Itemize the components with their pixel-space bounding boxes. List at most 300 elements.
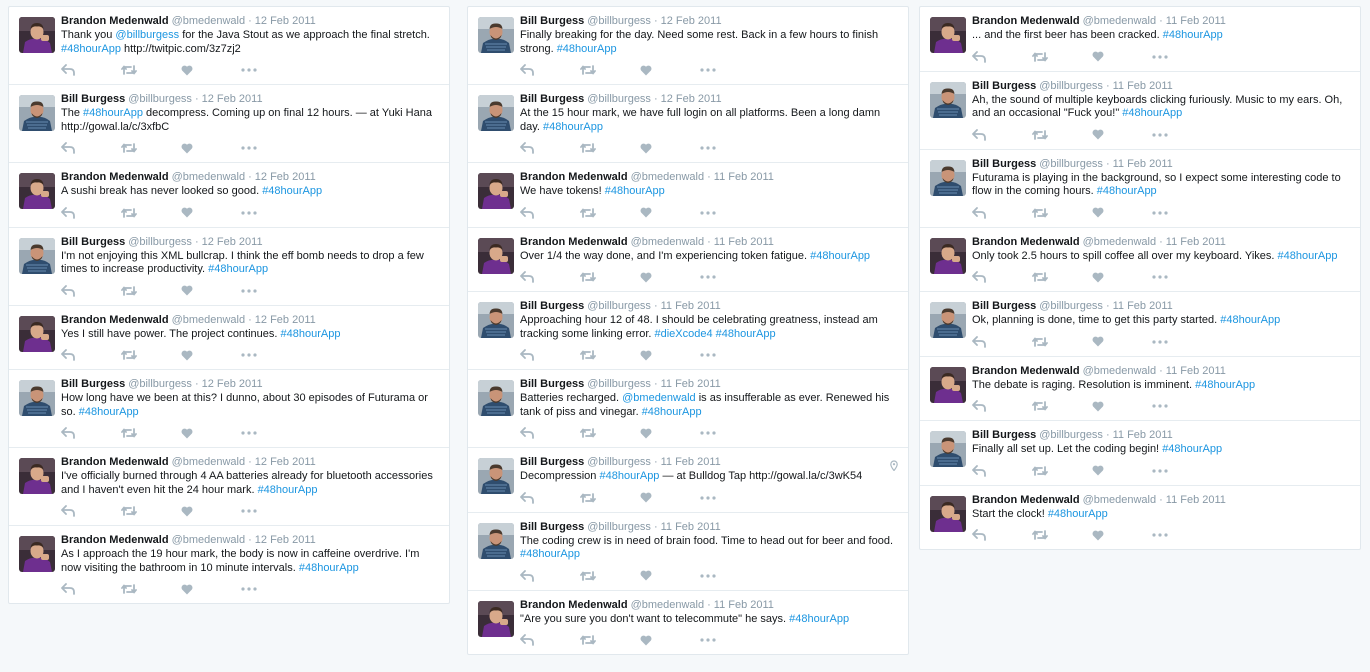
text-fragment: Futurama is playing in the background, so I expect some interesting code to flow in the coming hours. xyxy=(972,171,1341,197)
author-handle[interactable]: @billburgess xyxy=(128,378,192,390)
hashtag-link[interactable]: #48hourApp xyxy=(262,185,323,197)
avatar[interactable] xyxy=(19,95,55,131)
tweet[interactable] xyxy=(468,370,908,448)
author-name[interactable]: Bill Burgess xyxy=(972,157,1037,170)
like-button[interactable] xyxy=(640,632,700,648)
author-name[interactable]: Bill Burgess xyxy=(520,456,585,468)
reply-button[interactable] xyxy=(520,140,580,156)
reply-button[interactable] xyxy=(520,62,580,78)
reply-button[interactable] xyxy=(972,269,1032,285)
retweet-button[interactable] xyxy=(1032,527,1092,543)
reply-icon xyxy=(972,207,986,219)
tweet-timestamp[interactable]: 12 Feb 2011 xyxy=(201,235,263,248)
heart-icon xyxy=(640,143,652,154)
author-handle[interactable]: @billburgess xyxy=(587,378,651,390)
retweet-button[interactable] xyxy=(580,140,640,156)
reply-icon xyxy=(972,129,986,141)
tweet-timestamp[interactable]: 11 Feb 2011 xyxy=(1165,493,1226,506)
retweet-button[interactable] xyxy=(121,283,181,299)
author-handle[interactable]: @billburgess xyxy=(1039,157,1103,170)
more-button[interactable] xyxy=(241,347,301,363)
more-button[interactable] xyxy=(241,140,301,156)
heart-icon xyxy=(181,428,193,439)
reply-button[interactable] xyxy=(520,347,580,363)
more-button[interactable] xyxy=(700,490,760,506)
author-name[interactable]: Bill Burgess xyxy=(520,300,585,312)
like-button[interactable] xyxy=(640,347,700,363)
author-name[interactable]: Bill Burgess xyxy=(520,520,585,533)
tweet[interactable] xyxy=(468,448,908,513)
hashtag-link[interactable]: #48hourApp xyxy=(1122,107,1183,119)
text-fragment: Over 1/4 the way done, and I'm experiencing token fatigue. xyxy=(520,249,811,262)
tweet-actions xyxy=(520,425,896,441)
author-name[interactable]: Brandon Medenwald xyxy=(972,235,1080,248)
avatar[interactable] xyxy=(19,458,55,494)
tweet-timestamp[interactable]: 12 Feb 2011 xyxy=(254,313,316,326)
author-name[interactable]: Bill Burgess xyxy=(61,235,126,248)
tweet[interactable] xyxy=(9,448,449,526)
retweet-button[interactable] xyxy=(1032,49,1092,65)
hashtag-link[interactable]: #48hourApp xyxy=(1162,29,1223,41)
reply-button[interactable] xyxy=(61,581,121,597)
tweet[interactable] xyxy=(920,421,1360,486)
retweet-icon xyxy=(1032,51,1048,63)
more-button[interactable] xyxy=(1152,127,1212,143)
avatar[interactable] xyxy=(19,17,55,53)
location-pin-icon[interactable] xyxy=(890,458,898,476)
reply-button[interactable] xyxy=(972,205,1032,221)
retweet-button[interactable] xyxy=(121,503,181,519)
more-button[interactable] xyxy=(241,62,301,78)
author-name[interactable]: Brandon Medenwald xyxy=(520,171,628,183)
like-button[interactable] xyxy=(1092,527,1152,543)
text-fragment: Batteries recharged. xyxy=(520,392,623,404)
more-button[interactable] xyxy=(241,283,301,299)
tweet-header xyxy=(520,93,896,106)
heart-icon xyxy=(1092,465,1104,476)
more-button[interactable] xyxy=(700,269,760,285)
more-icon xyxy=(700,68,716,72)
retweet-button[interactable] xyxy=(580,568,640,584)
tweet-timestamp[interactable]: 11 Feb 2011 xyxy=(1165,364,1226,377)
author-handle[interactable]: @billburgess xyxy=(587,520,651,533)
tweet-timestamp[interactable]: 11 Feb 2011 xyxy=(660,378,721,390)
hashtag-link[interactable]: #48hourApp xyxy=(1195,378,1256,391)
hashtag-link[interactable]: #48hourApp xyxy=(1277,249,1338,262)
like-button[interactable] xyxy=(181,140,241,156)
author-name[interactable]: Bill Burgess xyxy=(520,93,585,105)
like-button[interactable] xyxy=(1092,334,1152,350)
tweet-timestamp[interactable]: 12 Feb 2011 xyxy=(201,93,263,105)
tweet-actions xyxy=(972,398,1348,414)
more-button[interactable] xyxy=(700,347,760,363)
tweet-timestamp[interactable]: 11 Feb 2011 xyxy=(660,456,721,468)
reply-button[interactable] xyxy=(61,62,121,78)
author-handle[interactable]: @bmedenwald xyxy=(171,534,246,546)
more-button[interactable] xyxy=(1152,49,1212,65)
tweet-timestamp[interactable]: 11 Feb 2011 xyxy=(1112,429,1173,441)
tweet-text xyxy=(520,314,896,341)
text-fragment: How long have we been at this? I dunno, about 30 episodes of Futurama or so. xyxy=(61,392,428,418)
like-button[interactable] xyxy=(181,425,241,441)
author-name[interactable]: Brandon Medenwald xyxy=(972,15,1080,27)
author-handle[interactable]: @bmedenwald xyxy=(1082,235,1157,248)
tweet-timestamp[interactable]: 11 Feb 2011 xyxy=(713,235,774,248)
tweet-timestamp[interactable]: 12 Feb 2011 xyxy=(254,534,316,546)
avatar-image xyxy=(930,160,966,196)
avatar-image xyxy=(478,238,514,274)
more-icon xyxy=(1152,533,1168,537)
tweet-header xyxy=(61,93,437,106)
avatar[interactable] xyxy=(930,160,966,196)
hashtag-link[interactable]: #48hourApp xyxy=(715,327,776,340)
like-button[interactable] xyxy=(640,490,700,506)
avatar-image xyxy=(19,458,55,494)
tweet[interactable] xyxy=(920,292,1360,357)
author-handle[interactable]: @bmedenwald xyxy=(171,456,246,468)
author-name[interactable]: Brandon Medenwald xyxy=(972,493,1080,506)
like-button[interactable] xyxy=(640,62,700,78)
more-button[interactable] xyxy=(1152,463,1212,479)
tweet[interactable] xyxy=(920,7,1360,72)
reply-icon xyxy=(61,427,75,439)
tweet-actions xyxy=(972,527,1348,543)
more-button[interactable] xyxy=(700,62,760,78)
tweet[interactable] xyxy=(468,513,908,591)
like-button[interactable] xyxy=(1092,205,1152,221)
tweet-actions xyxy=(61,425,437,441)
more-button[interactable] xyxy=(241,581,301,597)
heart-icon xyxy=(1092,207,1104,218)
reply-button[interactable] xyxy=(972,127,1032,143)
like-button[interactable] xyxy=(181,62,241,78)
like-button[interactable] xyxy=(640,205,700,221)
avatar[interactable] xyxy=(478,173,514,209)
author-name[interactable]: Brandon Medenwald xyxy=(520,235,628,248)
hashtag-link[interactable]: #dieXcode4 xyxy=(654,327,713,340)
tweet-timestamp[interactable]: 12 Feb 2011 xyxy=(254,15,316,27)
reply-button[interactable] xyxy=(520,425,580,441)
tweet-text xyxy=(520,470,896,484)
reply-icon xyxy=(972,465,986,477)
retweet-button[interactable] xyxy=(1032,269,1092,285)
reply-icon xyxy=(520,64,534,76)
hashtag-link[interactable]: #48hourApp xyxy=(61,42,121,55)
avatar[interactable] xyxy=(478,238,514,274)
author-handle[interactable]: @bmedenwald xyxy=(630,235,705,248)
tweet-timestamp[interactable]: 12 Feb 2011 xyxy=(660,15,722,27)
tweet-timestamp[interactable]: 12 Feb 2011 xyxy=(254,171,316,183)
tweet-header xyxy=(61,314,437,327)
tweet-timestamp[interactable]: 11 Feb 2011 xyxy=(713,598,774,611)
tweet[interactable] xyxy=(920,228,1360,293)
heart-icon xyxy=(640,207,652,218)
tweet-timestamp[interactable]: 11 Feb 2011 xyxy=(1112,157,1173,170)
reply-button[interactable] xyxy=(972,398,1032,414)
tweet[interactable] xyxy=(468,292,908,370)
separator-dot: · xyxy=(248,313,252,326)
avatar[interactable] xyxy=(930,82,966,118)
reply-button[interactable] xyxy=(972,527,1032,543)
author-handle[interactable]: @billburgess xyxy=(587,456,651,468)
tweet-timestamp[interactable]: 11 Feb 2011 xyxy=(713,171,774,183)
more-icon xyxy=(700,496,716,500)
tweet-timestamp[interactable]: 11 Feb 2011 xyxy=(1112,300,1173,312)
avatar[interactable] xyxy=(930,367,966,403)
tweet[interactable] xyxy=(9,228,449,306)
reply-button[interactable] xyxy=(520,205,580,221)
tweet-timestamp[interactable]: 12 Feb 2011 xyxy=(254,456,316,468)
author-handle[interactable]: @billburgess xyxy=(1039,429,1103,441)
tweet-actions xyxy=(520,347,896,363)
like-button[interactable] xyxy=(1092,463,1152,479)
author-name[interactable]: Brandon Medenwald xyxy=(520,598,628,611)
retweet-icon xyxy=(121,142,137,154)
tweet[interactable] xyxy=(9,163,449,228)
more-button[interactable] xyxy=(700,568,760,584)
avatar[interactable] xyxy=(19,380,55,416)
avatar[interactable] xyxy=(478,458,514,494)
tweet[interactable] xyxy=(920,486,1360,550)
retweet-button[interactable] xyxy=(580,347,640,363)
avatar[interactable] xyxy=(478,95,514,131)
retweet-button[interactable] xyxy=(580,62,640,78)
hashtag-link[interactable]: #48hourApp xyxy=(543,120,603,133)
tweet[interactable] xyxy=(920,72,1360,150)
separator-dot: · xyxy=(707,171,711,183)
more-icon xyxy=(241,587,257,591)
hashtag-link[interactable]: #48hourApp xyxy=(298,561,359,574)
author-handle[interactable]: @billburgess xyxy=(1039,300,1103,312)
more-button[interactable] xyxy=(241,205,301,221)
author-handle[interactable]: @bmedenwald xyxy=(1082,364,1157,377)
hashtag-link[interactable]: #48hourApp xyxy=(604,185,665,197)
reply-button[interactable] xyxy=(61,425,121,441)
author-handle[interactable]: @bmedenwald xyxy=(171,171,246,183)
author-name[interactable]: Brandon Medenwald xyxy=(61,15,169,27)
author-name[interactable]: Brandon Medenwald xyxy=(61,313,169,326)
reply-button[interactable] xyxy=(520,490,580,506)
more-button[interactable] xyxy=(1152,398,1212,414)
more-button[interactable] xyxy=(1152,205,1212,221)
tweet[interactable] xyxy=(9,306,449,371)
avatar-image xyxy=(19,238,55,274)
author-handle[interactable]: @bmedenwald xyxy=(171,313,246,326)
more-button[interactable] xyxy=(700,205,760,221)
hashtag-link[interactable]: #48hourApp xyxy=(599,470,660,482)
retweet-button[interactable] xyxy=(121,347,181,363)
avatar[interactable] xyxy=(478,601,514,637)
reply-button[interactable] xyxy=(61,503,121,519)
hashtag-link[interactable]: #48hourApp xyxy=(78,405,139,418)
tweet-timestamp[interactable]: 11 Feb 2011 xyxy=(660,300,721,312)
reply-button[interactable] xyxy=(520,269,580,285)
more-button[interactable] xyxy=(1152,269,1212,285)
tweet[interactable] xyxy=(468,7,908,85)
author-handle[interactable]: @bmedenwald xyxy=(1082,493,1157,506)
more-button[interactable] xyxy=(1152,527,1212,543)
more-icon xyxy=(241,431,257,435)
tweet[interactable] xyxy=(9,370,449,448)
tweet-actions xyxy=(520,632,896,648)
author-handle[interactable]: @billburgess xyxy=(1039,79,1103,92)
author-name[interactable]: Bill Burgess xyxy=(972,429,1037,441)
reply-button[interactable] xyxy=(520,568,580,584)
reply-button[interactable] xyxy=(972,49,1032,65)
avatar[interactable] xyxy=(19,238,55,274)
author-name[interactable]: Bill Burgess xyxy=(61,93,126,105)
avatar[interactable] xyxy=(478,302,514,338)
tweet[interactable] xyxy=(468,163,908,228)
tweet-timestamp[interactable]: 11 Feb 2011 xyxy=(1165,15,1226,27)
mention-link[interactable]: @bmedenwald xyxy=(622,392,696,404)
retweet-button[interactable] xyxy=(1032,463,1092,479)
retweet-button[interactable] xyxy=(121,62,181,78)
hashtag-link[interactable]: #48hourApp xyxy=(1220,314,1281,326)
like-button[interactable] xyxy=(640,140,700,156)
retweet-button[interactable] xyxy=(1032,127,1092,143)
tweet-timestamp[interactable]: 11 Feb 2011 xyxy=(660,520,721,533)
avatar[interactable] xyxy=(930,17,966,53)
author-name[interactable]: Brandon Medenwald xyxy=(972,364,1080,377)
like-button[interactable] xyxy=(181,205,241,221)
author-name[interactable]: Bill Burgess xyxy=(61,378,126,390)
like-button[interactable] xyxy=(181,581,241,597)
like-button[interactable] xyxy=(181,347,241,363)
author-handle[interactable]: @bmedenwald xyxy=(630,598,705,611)
author-handle[interactable]: @bmedenwald xyxy=(630,171,705,183)
author-name[interactable]: Bill Burgess xyxy=(972,300,1037,312)
avatar[interactable] xyxy=(19,173,55,209)
tweet[interactable] xyxy=(920,150,1360,228)
avatar[interactable] xyxy=(19,536,55,572)
like-button[interactable] xyxy=(1092,127,1152,143)
like-button[interactable] xyxy=(181,503,241,519)
avatar[interactable] xyxy=(19,316,55,352)
reply-button[interactable] xyxy=(61,347,121,363)
hashtag-link[interactable]: #48hourApp xyxy=(520,548,580,560)
retweet-button[interactable] xyxy=(1032,205,1092,221)
author-handle[interactable]: @billburgess xyxy=(128,235,192,248)
hashtag-link[interactable]: #48hourApp xyxy=(257,483,318,496)
author-name[interactable]: Bill Burgess xyxy=(972,79,1037,92)
like-button[interactable] xyxy=(1092,49,1152,65)
author-handle[interactable]: @billburgess xyxy=(587,93,651,105)
reply-button[interactable] xyxy=(61,140,121,156)
author-name[interactable]: Bill Burgess xyxy=(520,378,585,390)
reply-button[interactable] xyxy=(972,334,1032,350)
author-handle[interactable]: @bmedenwald xyxy=(171,15,246,27)
more-button[interactable] xyxy=(700,140,760,156)
tweet[interactable] xyxy=(9,7,449,85)
hashtag-link[interactable]: #48hourApp xyxy=(789,612,850,625)
retweet-button[interactable] xyxy=(121,425,181,441)
retweet-button[interactable] xyxy=(580,632,640,648)
avatar[interactable] xyxy=(930,431,966,467)
more-button[interactable] xyxy=(241,503,301,519)
more-button[interactable] xyxy=(700,425,760,441)
retweet-button[interactable] xyxy=(580,425,640,441)
hashtag-link[interactable]: #48hourApp xyxy=(208,263,269,275)
avatar[interactable] xyxy=(930,302,966,338)
hashtag-link[interactable]: #48hourApp xyxy=(83,107,143,119)
hashtag-link[interactable]: #48hourApp xyxy=(280,327,341,340)
author-name[interactable]: Brandon Medenwald xyxy=(61,456,169,468)
author-name[interactable]: Brandon Medenwald xyxy=(61,171,169,183)
avatar[interactable] xyxy=(478,17,514,53)
mention-link[interactable]: @billburgess xyxy=(115,29,180,41)
heart-icon xyxy=(181,65,193,76)
hashtag-link[interactable]: #48hourApp xyxy=(556,42,617,55)
tweet-timestamp[interactable]: 12 Feb 2011 xyxy=(201,378,263,390)
more-button[interactable] xyxy=(241,425,301,441)
like-button[interactable] xyxy=(1092,398,1152,414)
tweet-text xyxy=(972,29,1348,43)
retweet-button[interactable] xyxy=(121,205,181,221)
avatar[interactable] xyxy=(478,523,514,559)
reply-button[interactable] xyxy=(520,632,580,648)
retweet-button[interactable] xyxy=(580,205,640,221)
tweet-text xyxy=(61,470,437,497)
author-name[interactable]: Brandon Medenwald xyxy=(61,534,169,546)
hashtag-link[interactable]: #48hourApp xyxy=(810,249,871,262)
reply-button[interactable] xyxy=(61,205,121,221)
tweet[interactable] xyxy=(468,85,908,163)
hashtag-link[interactable]: #48hourApp xyxy=(1096,185,1157,197)
tweet-timestamp[interactable]: 11 Feb 2011 xyxy=(1112,79,1173,92)
like-button[interactable] xyxy=(640,269,700,285)
reply-button[interactable] xyxy=(61,283,121,299)
author-handle[interactable]: @billburgess xyxy=(128,93,192,105)
retweet-button[interactable] xyxy=(1032,398,1092,414)
tweet[interactable] xyxy=(920,357,1360,422)
tweet[interactable] xyxy=(9,85,449,163)
hashtag-link[interactable]: #48hourApp xyxy=(641,405,702,418)
retweet-button[interactable] xyxy=(1032,334,1092,350)
avatar[interactable] xyxy=(478,380,514,416)
tweet-actions xyxy=(972,463,1348,479)
like-button[interactable] xyxy=(1092,269,1152,285)
tweet[interactable] xyxy=(9,526,449,603)
avatar-image xyxy=(930,302,966,338)
tweet-timestamp[interactable]: 11 Feb 2011 xyxy=(1165,235,1226,248)
more-button[interactable] xyxy=(700,632,760,648)
tweet-timestamp[interactable]: 12 Feb 2011 xyxy=(660,93,722,105)
retweet-button[interactable] xyxy=(580,269,640,285)
author-handle[interactable]: @bmedenwald xyxy=(1082,15,1157,27)
hashtag-link[interactable]: #48hourApp xyxy=(1162,443,1223,455)
tweet-actions xyxy=(972,269,1348,285)
tweet[interactable] xyxy=(468,228,908,293)
reply-button[interactable] xyxy=(972,463,1032,479)
like-button[interactable] xyxy=(640,425,700,441)
author-name[interactable]: Bill Burgess xyxy=(520,15,585,27)
hashtag-link[interactable]: #48hourApp xyxy=(1047,507,1108,520)
tweet[interactable] xyxy=(468,591,908,655)
like-button[interactable] xyxy=(640,568,700,584)
separator-dot: · xyxy=(1105,79,1110,92)
tweet-header xyxy=(520,599,896,612)
avatar[interactable] xyxy=(930,496,966,532)
more-button[interactable] xyxy=(1152,334,1212,350)
like-button[interactable] xyxy=(181,283,241,299)
retweet-button[interactable] xyxy=(580,490,640,506)
retweet-button[interactable] xyxy=(121,140,181,156)
author-handle[interactable]: @billburgess xyxy=(587,300,651,312)
author-handle[interactable]: @billburgess xyxy=(587,15,651,27)
retweet-button[interactable] xyxy=(121,581,181,597)
avatar[interactable] xyxy=(930,238,966,274)
